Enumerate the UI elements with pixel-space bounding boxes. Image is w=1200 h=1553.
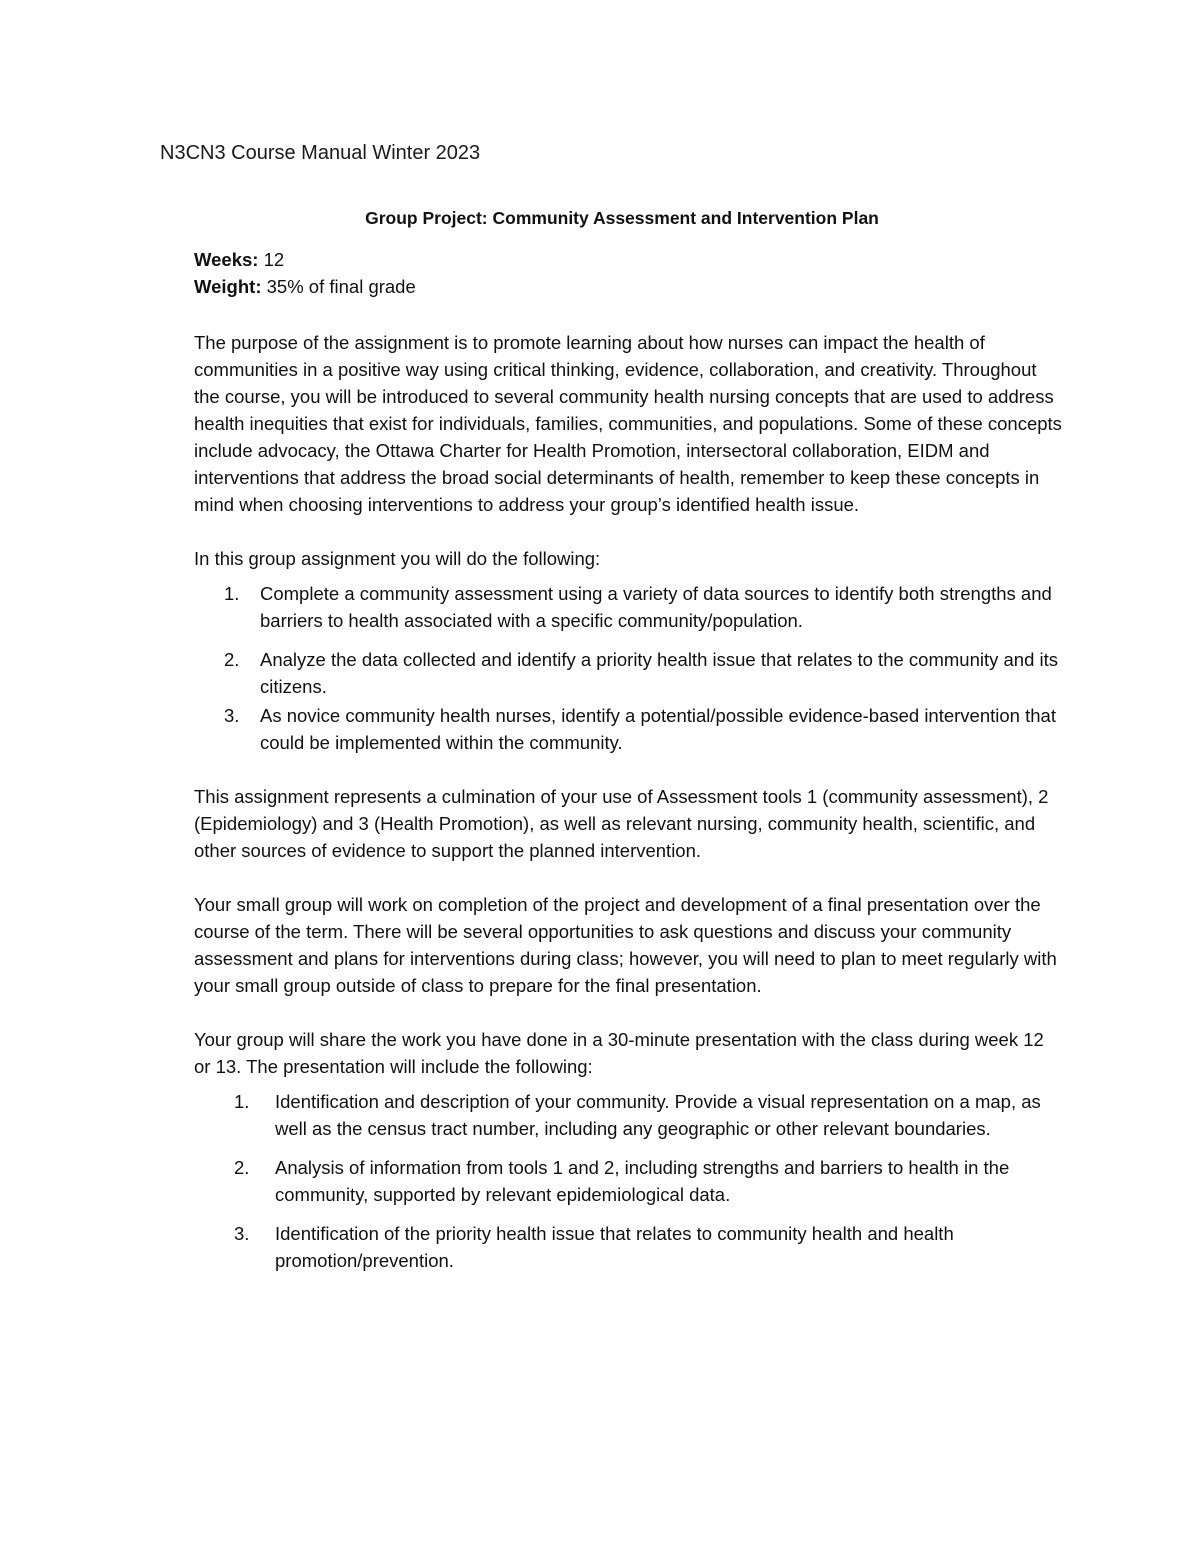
purpose-paragraph: The purpose of the assignment is to promote learning about how nurses can impact the health of communities in a positive way using critical thinking, evidence, collaboration, and creativity. Throughout the course, you will be introduced to several community health nursing concepts that are used to address health inequities that exist for individuals, families, communities, and populations. Some of these concepts include advocacy, the Ottawa Charter for Health Promotion, intersectoral collaboration, EIDM and interventions that address the broad social determinants of health, remember to keep these concepts in mind when choosing interventions to address your group’s identified health issue. xyxy=(194,332,1062,515)
document-title: Group Project: Community Assessment and Intervention Plan xyxy=(365,208,879,228)
list-item-number: 2. xyxy=(234,1157,250,1178)
list-item-number: 3. xyxy=(224,705,240,726)
document-body xyxy=(194,246,1064,1286)
list-item xyxy=(194,702,1064,756)
weight-line xyxy=(194,273,1064,300)
tasks-intro: In this group assignment you will do the following: xyxy=(194,548,601,569)
list-item xyxy=(194,1154,1064,1208)
list-item-text: Complete a community assessment using a variety of data sources to identify both strengths and barriers to health associated with a specific community/population. xyxy=(260,583,1052,631)
list-item-text: As novice community health nurses, identify a potential/possible evidence-based intervention that could be implemented within the community. xyxy=(260,705,1056,753)
list-item xyxy=(194,646,1064,700)
weight-value: 35% of final grade xyxy=(266,276,416,297)
tasks-list xyxy=(194,580,1064,756)
list-item xyxy=(194,1088,1064,1142)
presentation-intro: Your group will share the work you have done in a 30-minute presentation with the class during week 12 or 13. The presentation will include the following: xyxy=(194,1029,1044,1077)
list-item-text: Identification and description of your community. Provide a visual representation on a map, as well as the census tract number, including any geographic or other relevant boundaries. xyxy=(275,1091,1041,1139)
list-item xyxy=(194,1220,1064,1274)
weeks-value: 12 xyxy=(263,249,285,270)
list-item-number: 1. xyxy=(224,583,240,604)
weight-label: Weight: xyxy=(194,276,262,297)
weeks-label: Weeks: xyxy=(194,249,259,270)
small-group-paragraph: Your small group will work on completion of the project and development of a final presentation over the course of the term. There will be several opportunities to ask questions and discuss your community assessment and plans for interventions during class; however, you will need to plan to meet regularly with your small group outside of class to prepare for the final presentation. xyxy=(194,894,1057,996)
culmination-paragraph: This assignment represents a culmination of your use of Assessment tools 1 (community assessment), 2 (Epidemiology) and 3 (Health Promotion), as well as relevant nursing, community health, scientific, and other sources of evidence to support the planned intervention. xyxy=(194,786,1049,861)
list-item-text: Identification of the priority health issue that relates to community health and health promotion/prevention. xyxy=(275,1223,954,1271)
presentation-list xyxy=(194,1088,1064,1274)
list-item-number: 1. xyxy=(234,1091,250,1112)
weeks-line xyxy=(194,246,1064,273)
list-item xyxy=(194,580,1064,634)
course-header: N3CN3 Course Manual Winter 2023 xyxy=(160,142,481,164)
list-item-number: 2. xyxy=(224,649,240,670)
list-item-text: Analyze the data collected and identify a priority health issue that relates to the community and its citizens. xyxy=(260,649,1059,697)
list-item-text: Analysis of information from tools 1 and 2, including strengths and barriers to health in the community, supported by relevant epidemiological data. xyxy=(275,1157,1010,1205)
list-item-number: 3. xyxy=(234,1223,250,1244)
